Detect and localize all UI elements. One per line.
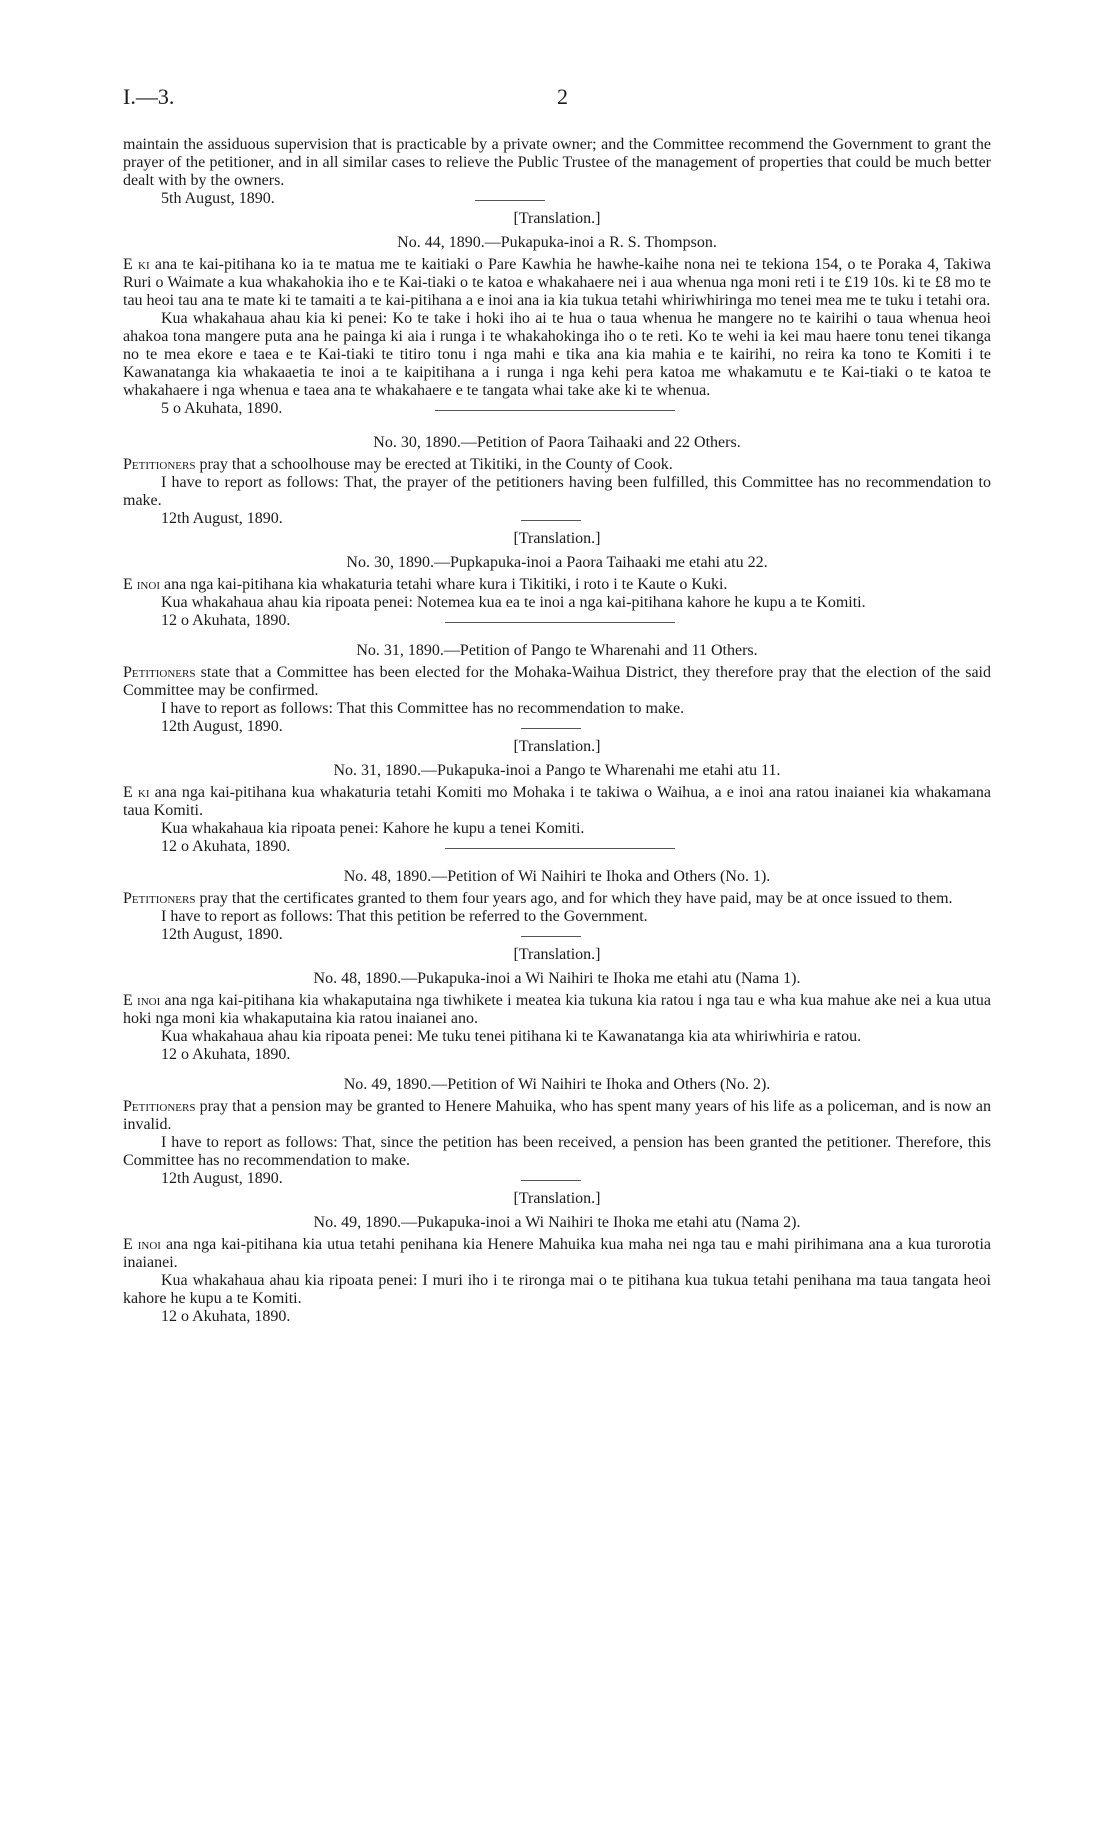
spacer <box>123 1064 991 1070</box>
date: 12th August, 1890. <box>161 718 283 735</box>
date: 5th August, 1890. <box>161 190 275 207</box>
paragraph: Kua whakahaua ahau kia ripoata penei: Notemea kua ea te inoi a nga kai-pitihana kahore he kupu a te Komiti. <box>161 594 866 611</box>
section-heading: No. 31, 1890.—Petition of Pango te Wharenahi and 11 Others. <box>356 642 758 659</box>
lead-words: Petitioners <box>123 1098 196 1115</box>
section-rule <box>521 1180 581 1181</box>
paragraph <box>123 256 991 310</box>
page-number: 2 <box>557 84 568 109</box>
section-heading: No. 49, 1890.—Petition of Wi Naihiri te Ihoka and Others (No. 2). <box>343 1076 771 1093</box>
lead-words: Petitioners <box>123 664 196 681</box>
section-rule <box>435 410 675 411</box>
date: 5 o Akuhata, 1890. <box>161 400 283 417</box>
paragraph: maintain the assiduous supervision that is practicable by a private owner; and the Committee recommend the Government to grant the prayer of the petitioner, and in all similar cases to relieve the Public Trustee of the management of properties that could be much better dealt with by the owners. <box>123 136 991 189</box>
translation-label: [Translation.] <box>513 738 601 755</box>
paragraph-text: state that a Committee has been elected for the Mohaka-Waihua District, they therefore pray that the election of the said Committee may be confirmed. <box>123 664 991 699</box>
dateline <box>123 612 991 630</box>
paragraph <box>123 1098 991 1134</box>
spacer <box>123 418 991 428</box>
lead-words: Petitioners <box>123 890 196 907</box>
date: 12th August, 1890. <box>161 1170 283 1187</box>
document-reference: I.—3. <box>123 84 175 109</box>
spacer <box>123 856 991 862</box>
date: 12 o Akuhata, 1890. <box>161 612 291 629</box>
paragraph: I have to report as follows: That, since the petition has been received, a pension has been granted the petitioner. Therefore, this Committee has no recommendation to make. <box>123 1134 991 1169</box>
section-rule <box>475 200 545 201</box>
dateline <box>123 190 991 208</box>
section-rule <box>445 848 675 849</box>
section-rule <box>521 728 581 729</box>
lead-words: Petitioners <box>123 456 196 473</box>
date: 12 o Akuhata, 1890. <box>161 1046 291 1063</box>
paragraph: I have to report as follows: That, the prayer of the petitioners having been fulfilled, this Committee has no recommendation to make. <box>123 474 991 509</box>
paragraph: Kua whakahaua ahau kia ripoata penei: I muri iho i te rironga mai o te pitihana kua tukua tetahi penihana ma taua tangata heoi kahore he kupu a te Komiti. <box>123 1272 991 1307</box>
paragraph: Kua whakahaua ahau kia ki penei: Ko te take i hoki iho ai te hua o taua whenua he mangere no te kairihi o taua whenua heoi ahakoa tona mangere puta ana he painga ki aia i runga i te whakahokinga iho o te reti. Ko te wehi ia kei mau haere tonu tenei tikanga no te mea ekore e taea e te Kai-tiaki te titiro tonu i nga mahi e tika ana kia mahia e te kairihi, no reira ka tono te Komiti i te Kawanatanga kia whakaaetia te inoi a te kaipitihana a i runga i nga kehi pera katoa me whakamutu e te Kai-tiaki o te katoa te whakahaere i nga whenua e taea ana te whakahaere e te tangata whai take ake ki te whenua. <box>123 310 991 399</box>
paragraph: I have to report as follows: That this petition be referred to the Government. <box>161 908 648 925</box>
paragraph <box>123 890 991 908</box>
date: 12th August, 1890. <box>161 510 283 527</box>
paragraph <box>123 456 991 474</box>
section-heading: No. 48, 1890.—Pukapuka-inoi a Wi Naihiri te Ihoka me etahi atu (Nama 1). <box>313 970 801 987</box>
page-header <box>123 84 1114 114</box>
translation-label: [Translation.] <box>513 210 601 227</box>
dateline <box>123 400 991 418</box>
dateline <box>123 510 991 528</box>
lead-words: E inoi <box>123 576 160 593</box>
paragraph <box>123 576 991 594</box>
section-heading: No. 30, 1890.—Pupkapuka-inoi a Paora Taihaaki me etahi atu 22. <box>346 554 768 571</box>
section-heading: No. 30, 1890.—Petition of Paora Taihaaki and 22 Others. <box>373 434 741 451</box>
paragraph <box>123 1236 991 1272</box>
translation-label: [Translation.] <box>513 946 601 963</box>
page-body <box>123 136 991 1326</box>
paragraph: Kua whakahaua kia ripoata penei: Kahore he kupu a tenei Komiti. <box>161 820 585 837</box>
paragraph-text: ana te kai-pitihana ko ia te matua me te kaitiaki o Pare Kawhia he hawhe-kaihe nona nei te tekiona 154, o te Poraka 4, Takiwa Ruri o Waimate a kua whakahokia iho e te Kai-tiaki o te katoa e whakahaere nei i aua whenua nga moni reti i te £19 10s. ki te £8 mo te tau heoi tau ana te mate ki te tamaiti a te kai-pitihana a e inoi ana ia kia tukua tetahi whiriwhiringa mo tenei mea me te tuku i tetahi ora. <box>123 256 991 309</box>
section-rule <box>521 520 581 521</box>
section-rule <box>445 622 675 623</box>
translation-label: [Translation.] <box>513 1190 601 1207</box>
paragraph <box>123 992 991 1028</box>
section-heading: No. 44, 1890.—Pukapuka-inoi a R. S. Thompson. <box>397 234 717 251</box>
date: 12th August, 1890. <box>161 926 283 943</box>
paragraph: I have to report as follows: That this Committee has no recommendation to make. <box>161 700 685 717</box>
paragraph-text: ana nga kai-pitihana kia whakaturia tetahi whare kura i Tikitiki, i roto i te Kaute o Kuki. <box>160 576 728 593</box>
paragraph <box>123 664 991 700</box>
paragraph-text: ana nga kai-pitihana kia utua tetahi penihana kia Henere Mahuika kua maha nei nga tau e mahi pirihimana ana a kua turorotia inaianei. <box>123 1236 991 1271</box>
spacer <box>123 630 991 636</box>
date: 12 o Akuhata, 1890. <box>161 1308 291 1325</box>
paragraph-text: pray that a schoolhouse may be erected at Tikitiki, in the County of Cook. <box>195 456 673 473</box>
lead-words: E ki <box>123 784 150 801</box>
translation-label: [Translation.] <box>513 530 601 547</box>
section-rule <box>521 936 581 937</box>
dateline <box>123 926 991 944</box>
dateline <box>123 718 991 736</box>
paragraph: Kua whakahaua ahau kia ripoata penei: Me tuku tenei pitihana ki te Kawanatanga kia ata whiriwhiria e ratou. <box>161 1028 862 1045</box>
dateline <box>123 838 991 856</box>
section-heading: No. 31, 1890.—Pukapuka-inoi a Pango te Wharenahi me etahi atu 11. <box>333 762 781 779</box>
section-heading: No. 48, 1890.—Petition of Wi Naihiri te Ihoka and Others (No. 1). <box>343 868 771 885</box>
lead-words: E inoi <box>123 1236 161 1253</box>
paragraph-text: ana nga kai-pitihana kia whakaputaina nga tiwhikete i meatea kia tukuna kia ratou i nga tau e wha kua mahue ake nei a kua utua hoki nga moni kia whakaputaina kia ratou inaianei ano. <box>123 992 991 1027</box>
paragraph-text: pray that a pension may be granted to Henere Mahuika, who has spent many years of his life as a policeman, and is now an invalid. <box>123 1098 991 1133</box>
lead-words: E ki <box>123 256 150 273</box>
dateline <box>123 1308 991 1326</box>
section-heading: No. 49, 1890.—Pukapuka-inoi a Wi Naihiri te Ihoka me etahi atu (Nama 2). <box>313 1214 801 1231</box>
dateline <box>123 1170 991 1188</box>
paragraph <box>123 784 991 820</box>
dateline <box>123 1046 991 1064</box>
paragraph-text: pray that the certificates granted to them four years ago, and for which they have paid, may be at once issued to them. <box>195 890 953 907</box>
date: 12 o Akuhata, 1890. <box>161 838 291 855</box>
lead-words: E inoi <box>123 992 161 1009</box>
paragraph-text: ana nga kai-pitihana kua whakaturia tetahi Komiti mo Mohaka i te takiwa o Waihua, a e inoi ana ratou inaianei kia whakamana taua Komiti. <box>123 784 991 819</box>
